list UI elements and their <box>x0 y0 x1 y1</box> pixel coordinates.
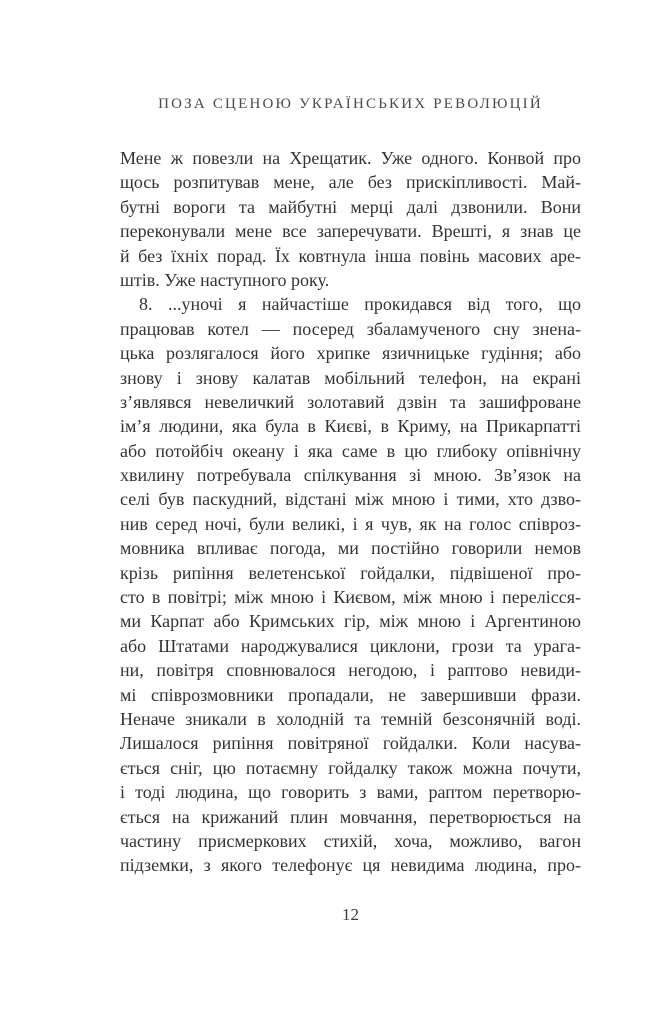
text-line: з’являвся невеличкий золотавий дзвін та зашифроване <box>120 391 581 412</box>
text-line: мі співрозмовники пропадали, не завершивши фрази. <box>120 684 581 705</box>
text-line: або потойбіч океану і яка саме в цю глибоку опівнічну <box>120 440 581 461</box>
text-line: Неначе зникали в холодній та темній безсонячній воді. <box>120 708 581 729</box>
text-line: крізь рипіння велетенської гойдалки, підвішеної про- <box>120 562 581 583</box>
text-line: щось розпитував мене, але без прискіпливості. Май- <box>120 172 581 193</box>
text-line: підземки, з якого телефонує ця невидима людина, про- <box>120 855 581 876</box>
text-line: Лишалося рипіння повітряної гойдалки. Коли насува- <box>120 733 581 754</box>
page-number: 12 <box>342 904 359 924</box>
text-line: знову і знову калатав мобільний телефон, на екрані <box>120 367 581 388</box>
text-line: 8. ...уночі я найчастіше прокидався від того, що <box>139 294 581 315</box>
text-line: працював котел — посеред збаламученого сну знена- <box>120 318 581 339</box>
text-line: селі був паскудний, відстані між мною і тими, хто дзво- <box>120 489 581 510</box>
text-line: і тоді людина, що говорить з вами, раптом перетворю- <box>120 782 581 803</box>
text-line: частину присмеркових стихій, хоча, можливо, вагон <box>120 830 581 851</box>
text-line: й без їхніх порад. Їх ковтнула інша повінь масових аре- <box>120 245 581 266</box>
text-line: ми Карпат або Кримських гір, між мною і Аргентиною <box>120 611 581 632</box>
text-line: ім’я людини, яка була в Києві, в Криму, на Прикарпатті <box>120 416 581 437</box>
body-text <box>120 146 581 878</box>
text-line: цька розлягалося його хрипке язичницьке гудіння; або <box>120 343 581 364</box>
text-line: штів. Уже наступного року. <box>120 269 330 290</box>
text-line: переконували мене все заперечувати. Врешті, я знав це <box>120 221 581 242</box>
text-line: мовника впливає погода, ми постійно говорили немов <box>120 538 581 559</box>
text-column <box>120 0 581 925</box>
text-line: нив серед ночі, були великі, і я чув, як на голос співроз- <box>120 513 581 534</box>
text-line: або Штатами народжувалися циклони, грози та урага- <box>120 635 581 656</box>
text-line: сто в повітрі; між мною і Києвом, між мною і перелісся- <box>120 587 581 608</box>
text-line: бутні вороги та майбутні мерці далі дзвонили. Вони <box>120 196 581 217</box>
text-line: Мене ж повезли на Хрещатик. Уже одного. Конвой про <box>120 148 581 168</box>
text-line: ється на крижаний плин мовчання, перетворюється на <box>120 806 581 827</box>
text-line: ни, повітря сповнювалося негодою, і раптово невиди- <box>120 660 581 681</box>
text-line: ється сніг, цю потаємну гойдалку також можна почути, <box>120 757 581 778</box>
running-header: ПОЗА СЦЕНОЮ УКРАЇНСЬКИХ РЕВОЛЮЦІЙ <box>158 96 543 112</box>
text-line: хвилину потребувала спілкування зі мною. Зв’язок на <box>120 465 581 486</box>
